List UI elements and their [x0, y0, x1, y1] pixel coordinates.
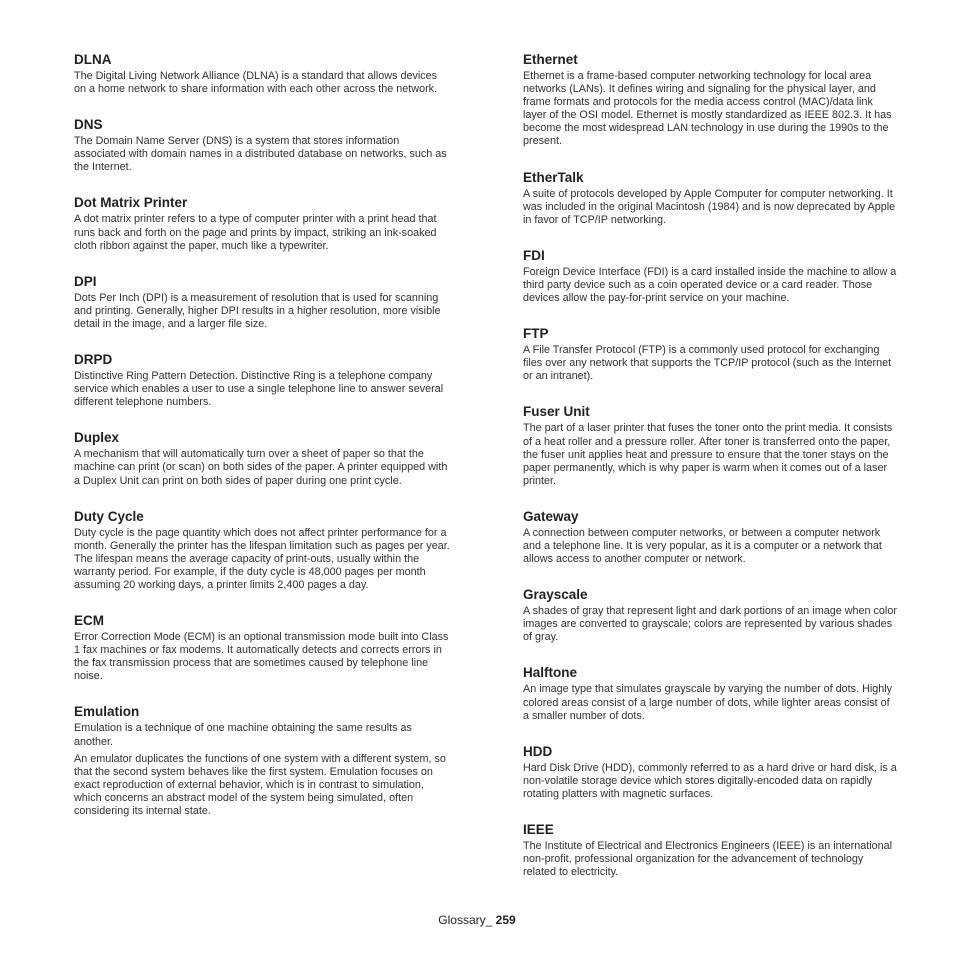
glossary-term: Duplex — [74, 430, 120, 446]
glossary-entry-gateway — [523, 509, 898, 566]
glossary-term: Duty Cycle — [74, 508, 144, 524]
glossary-definition: Hard Disk Drive (HDD), commonly referred to as a hard drive or hard disk, is a non-volatile storage device which stores digitally-encoded data on rapidly rotating platters with magnetic surfaces. — [523, 761, 897, 800]
glossary-term: Fuser Unit — [523, 404, 590, 420]
glossary-definition: An emulator duplicates the functions of one system with a different system, so that the second system behaves like the first system. Emulation focuses on exact reproduction of external behavior, which is in contrast to simulation, which concerns an abstract model of the system being simulated, often considering its internal state. — [74, 752, 446, 817]
glossary-definition: Error Correction Mode (ECM) is an optional transmission mode built into Class 1 fax machines or fax modems. It automatically detects and corrects errors in the fax transmission process that are sometimes caused by telephone line noise. — [74, 631, 449, 683]
glossary-term: Emulation — [74, 704, 140, 720]
glossary-term: IEEE — [523, 822, 554, 837]
glossary-definition: A connection between computer networks, or between a computer network and a telephone line. It is very popular, as it is a computer or a network that allows access to another computer or network. — [523, 526, 882, 566]
glossary-definition: A File Transfer Protocol (FTP) is a commonly used protocol for exchanging files over any network that supports the TCP/IP protocol (such as the Internet or an intranet). — [523, 344, 892, 383]
glossary-entry-emulation — [74, 704, 452, 818]
glossary-entry-ethernet — [523, 52, 898, 149]
glossary-entry-dlna — [74, 52, 452, 96]
page-number: 259 — [495, 913, 516, 927]
glossary-definition: The Digital Living Network Alliance (DLNA) is a standard that allows devices on a home network to share information with each other across the network. — [74, 70, 438, 96]
glossary-definition: Distinctive Ring Pattern Detection. Distinctive Ring is a telephone company service which enables a user to use a single telephone line to answer several different telephone numbers. — [74, 370, 444, 409]
glossary-entry-grayscale — [523, 587, 898, 644]
glossary-column-left — [74, 52, 452, 839]
glossary-column-right — [523, 52, 898, 900]
glossary-term: Gateway — [523, 508, 579, 524]
glossary-term: FTP — [523, 326, 549, 342]
glossary-term: Grayscale — [523, 587, 588, 603]
glossary-definition: Dots Per Inch (DPI) is a measurement of resolution that is used for scanning and printing. Generally, higher DPI results in a higher resolution, more visible detail in the image, and a larger file size. — [74, 291, 441, 330]
glossary-term: FDI — [523, 247, 545, 263]
glossary-term: Halftone — [523, 665, 577, 681]
glossary-entry-duty-cycle — [74, 509, 452, 592]
glossary-entry-halftone — [523, 665, 898, 722]
glossary-definition: The part of a laser printer that fuses the toner onto the print media. It consists of a heat roller and a pressure roller. After toner is transferred onto the paper, the fuser unit applies heat and pressure to ensure that the toner stays on the paper permanently, which is why paper is warm when it comes out of a laser printer. — [523, 422, 893, 487]
glossary-entry-dpi — [74, 274, 452, 331]
glossary-definition: A suite of protocols developed by Apple Computer for computer networking. It was included in the original Macintosh (1984) and is now deprecated by Apple in favor of TCP/IP networking. — [523, 187, 896, 226]
glossary-definition: Foreign Device Interface (FDI) is a card installed inside the machine to allow a third party device such as a coin operated device or a card reader. Those devices allow the pay-for-print service on your machine. — [523, 265, 897, 305]
glossary-term: DRPD — [74, 352, 113, 368]
glossary-entry-fuser-unit — [523, 404, 898, 487]
glossary-definition: A mechanism that will automatically turn over a sheet of paper so that the machine can print (or scan) on both sides of the paper. A printer equipped with a Duplex Unit can print on both sides of paper during one print cycle. — [74, 448, 448, 487]
glossary-entry-drpd — [74, 352, 452, 409]
page-footer — [0, 913, 954, 927]
glossary-entry-duplex — [74, 430, 452, 487]
glossary-entry-hdd — [523, 744, 898, 801]
glossary-entry-dot-matrix-printer — [74, 195, 452, 252]
glossary-term: ECM — [74, 613, 104, 629]
glossary-entry-ieee — [523, 822, 898, 879]
glossary-definition: Emulation is a technique of one machine obtaining the same results as another. — [74, 722, 412, 748]
glossary-term: HDD — [523, 743, 553, 759]
glossary-definition: Duty cycle is the page quantity which does not affect printer performance for a month. Generally the printer has the lifespan limitation such as pages per year. The lifespan means the average capacity of print-outs, usually within the warranty period. For example, if the duty cycle is 48,000 pages per month assuming 20 working days, a printer limits 2,400 pages a day. — [74, 526, 450, 591]
glossary-entry-ethertalk — [523, 170, 898, 227]
glossary-term: DPI — [74, 273, 97, 289]
glossary-definition: The Domain Name Server (DNS) is a system that stores information associated with domain names in a distributed database on networks, such as the Internet. — [74, 135, 447, 174]
glossary-term: Dot Matrix Printer — [74, 195, 188, 211]
glossary-definition: The Institute of Electrical and Electronics Engineers (IEEE) is an international non-profit, professional organization for the advancement of technology related to electricity. — [523, 840, 893, 879]
glossary-entry-ecm — [74, 613, 452, 683]
glossary-term: DLNA — [74, 52, 112, 67]
glossary-definition: A shades of gray that represent light and dark portions of an image when color images are converted to grayscale; colors are represented by various shades of gray. — [523, 605, 897, 644]
glossary-entry-dns — [74, 117, 452, 174]
glossary-definition: Ethernet is a frame-based computer networking technology for local area networks (LANs). It defines wiring and signaling for the physical layer, and frame formats and protocols for the media access control (MAC)/data link layer of the OSI model. Ethernet is mostly standardized as IEEE 802.3. It has become the most widespread LAN technology in use during the 1990s to the present. — [523, 70, 892, 148]
glossary-term: Ethernet — [523, 52, 578, 67]
footer-section-label: Glossary_ — [438, 913, 493, 927]
glossary-entry-fdi — [523, 248, 898, 305]
glossary-term: EtherTalk — [523, 169, 584, 185]
glossary-definition: An image type that simulates grayscale by varying the number of dots. Highly colored areas consist of a large number of dots, while lighter areas consist of a smaller number of dots. — [523, 683, 893, 722]
glossary-term: DNS — [74, 117, 103, 133]
glossary-entry-ftp — [523, 326, 898, 383]
glossary-definition: A dot matrix printer refers to a type of computer printer with a print head that runs back and forth on the page and prints by impact, striking an ink-soaked cloth ribbon against the paper, much like a typewriter. — [74, 213, 437, 252]
